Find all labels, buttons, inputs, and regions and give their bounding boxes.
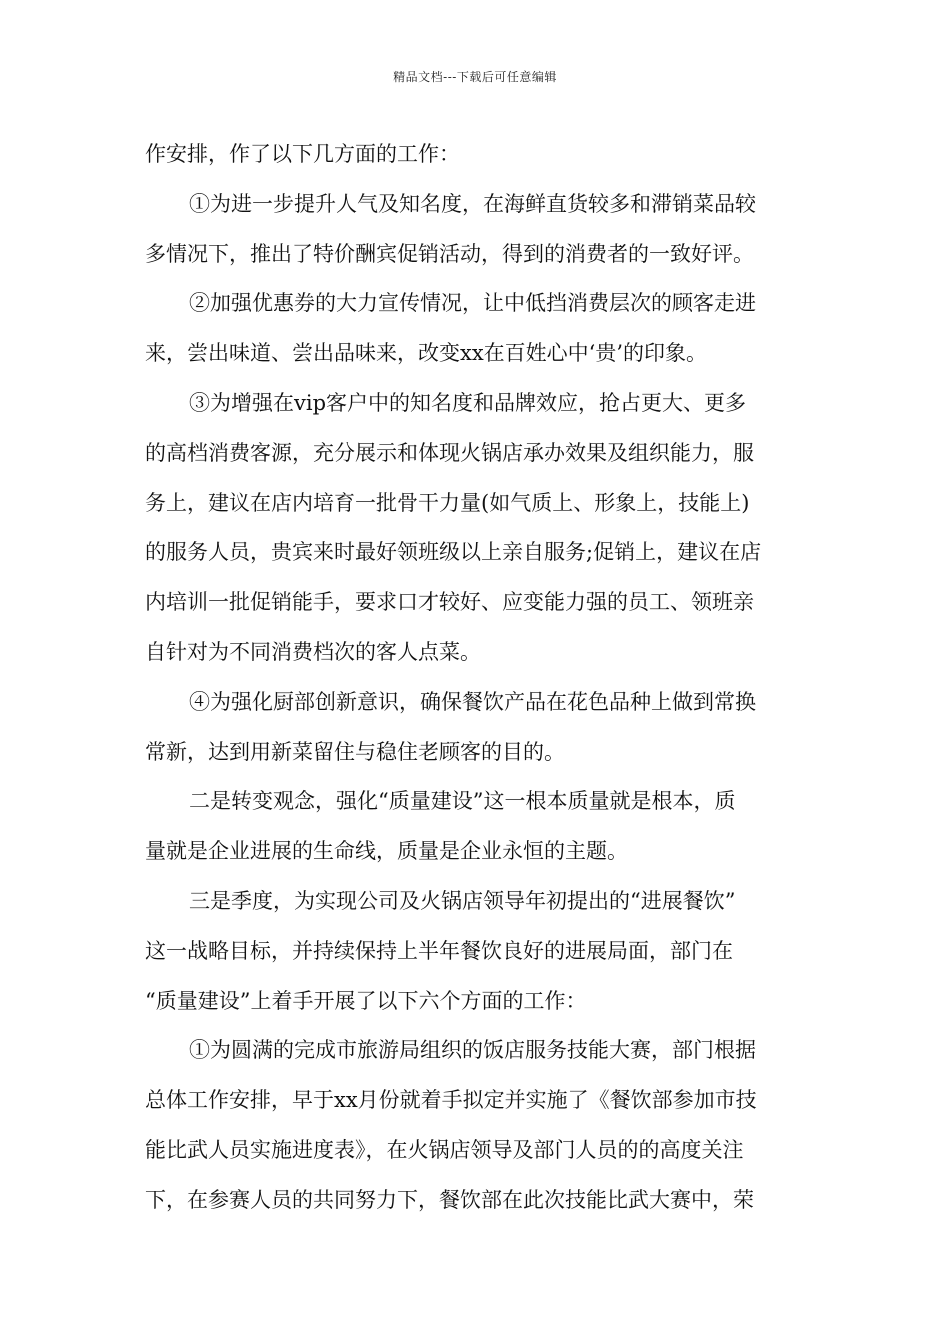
text-line: 来，尝出味道、尝出品味来，改变xx在百姓心中‘贵’的印象。 xyxy=(145,341,708,366)
text-line: 二是转变观念，强化“质量建设”这一根本质量就是根本，质 xyxy=(189,789,736,814)
text-line: 能比武人员实施进度表》，在火锅店领导及部门人员的的高度关注 xyxy=(145,1137,744,1162)
text-line: “质量建设”上着手开展了以下六个方面的工作： xyxy=(145,988,587,1013)
text-line: 自针对为不同消费档次的客人点菜。 xyxy=(145,639,481,664)
text-line: 常新，达到用新菜留住与稳住老顾客的目的。 xyxy=(145,739,565,764)
text-line: 三是季度，为实现公司及火锅店领导年初提出的“进展餐饮” xyxy=(189,888,736,913)
text-line: 内培训一批促销能手，要求口才较好、应变能力强的员工、领班亲 xyxy=(145,590,754,615)
text-line: ③为增强在vip客户中的知名度和品牌效应，抢占更大、更多 xyxy=(189,390,747,415)
text-line: 多情况下，推出了特价酬宾促销活动，得到的消费者的一致好评。 xyxy=(145,241,754,266)
text-line: 作安排，作了以下几方面的工作： xyxy=(145,142,460,166)
text-line: ①为圆满的完成市旅游局组织的饭店服务技能大赛，部门根据 xyxy=(189,1038,756,1063)
text-line: ①为进一步提升人气及知名度，在海鲜直货较多和滞销菜品较 xyxy=(189,191,756,216)
document-body xyxy=(145,130,810,1226)
page-header: 精品文档---下载后可任意编辑 xyxy=(393,70,557,84)
text-line: 这一战略目标，并持续保持上半年餐饮良好的进展局面，部门在 xyxy=(145,938,733,963)
text-line: ②加强优惠券的大力宣传情况，让中低挡消费层次的顾客走进 xyxy=(189,291,756,316)
text-line: 总体工作安排，早于xx月份就着手拟定并实施了《餐饮部参加市技 xyxy=(145,1088,757,1113)
text-line: 量就是企业进展的生命线，质量是企业永恒的主题。 xyxy=(145,839,628,864)
text-line: 务上，建议在店内培育一批骨干力量(如气质上、形象上，技能上) xyxy=(145,490,750,515)
text-line: 的服务人员，贵宾来时最好领班级以上亲自服务;促销上，建议在店 xyxy=(145,540,762,565)
text-line: 下，在参赛人员的共同努力下，餐饮部在此次技能比武大赛中，荣 xyxy=(145,1187,754,1212)
text-line: ④为强化厨部创新意识，确保餐饮产品在花色品种上做到常换 xyxy=(189,689,756,714)
text-line: 的高档消费客源，充分展示和体现火锅店承办效果及组织能力，服 xyxy=(145,440,754,465)
